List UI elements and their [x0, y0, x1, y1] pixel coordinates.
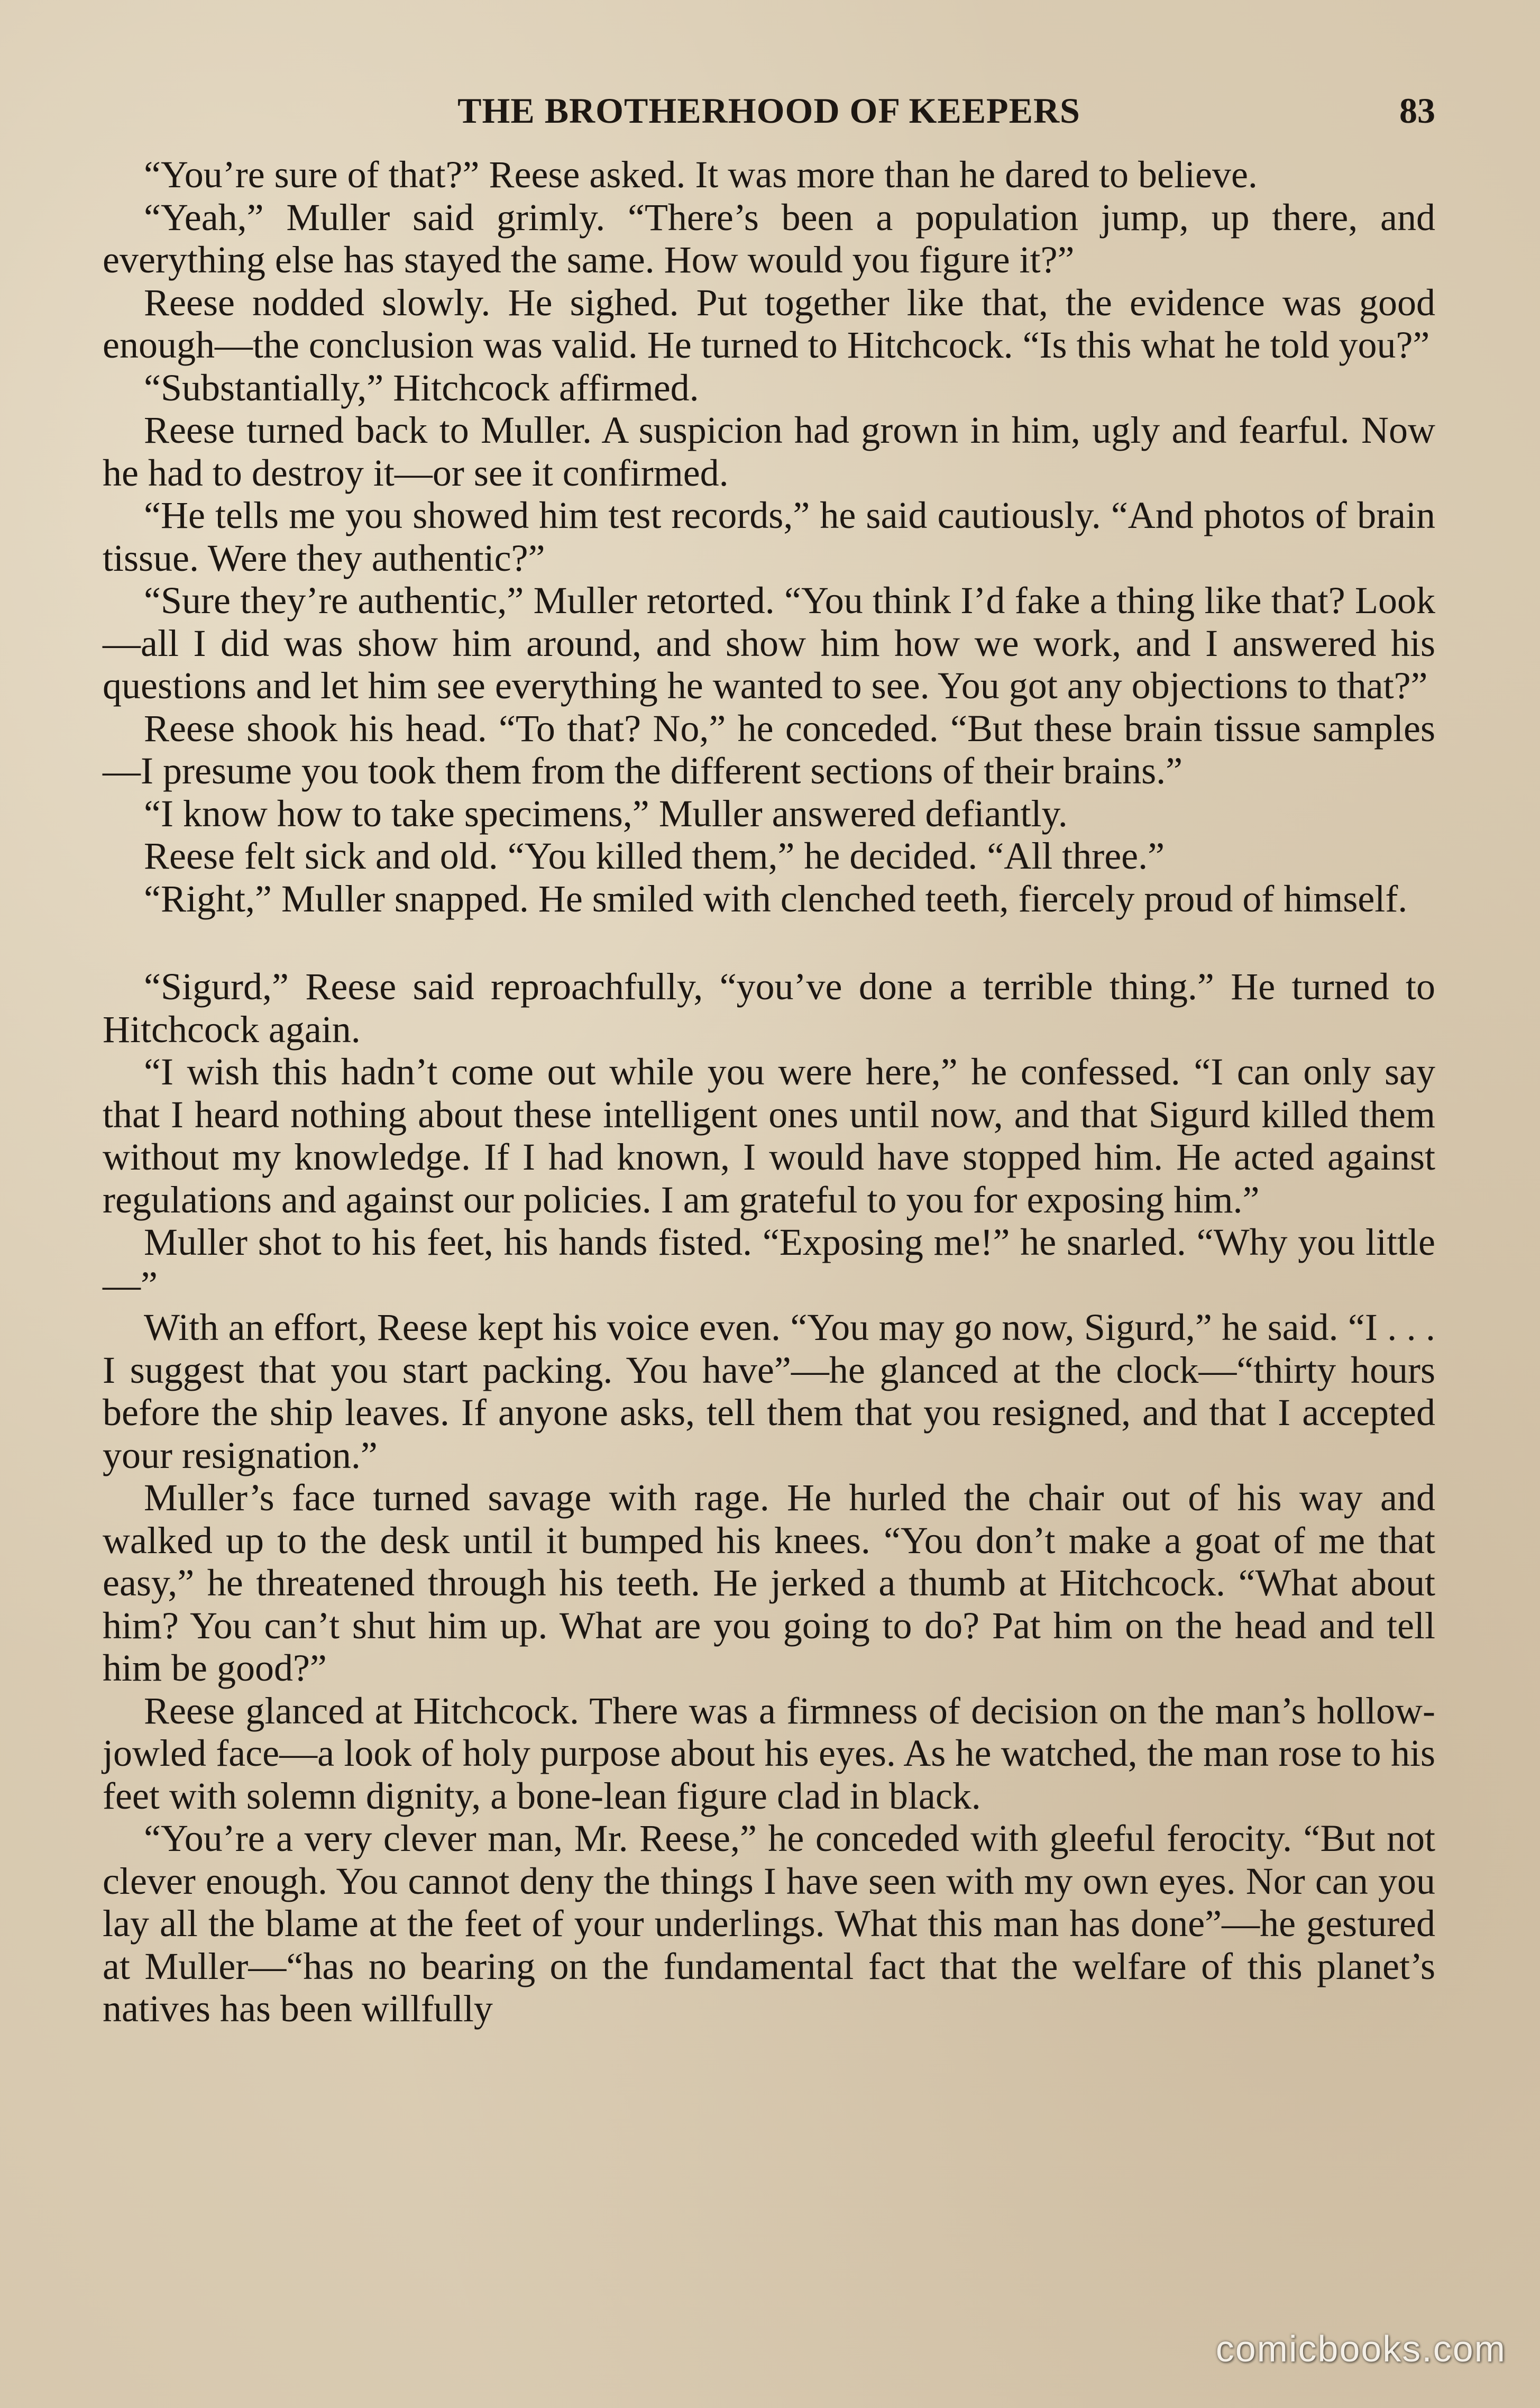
watermark: comicbooks.com [1215, 2328, 1506, 2369]
paragraph: With an effort, Reese kept his voice even. “You may go now, Sigurd,” he said. “I . . . I suggest that you start packing. You have”—he glanced at the clock—“thirty hours before the ship leaves. If anyone asks, tell them that you resigned, and that I accepted your resignation.” [103, 1306, 1435, 1476]
paragraph: “Sure they’re authentic,” Muller retorted. “You think I’d fake a thing like that? Look—all I did was show him around, and show him how we work, and I answered his questions and let him see everything he wanted to see. You got any objections to that?” [103, 579, 1435, 707]
body-text [103, 153, 1435, 2030]
paragraph: “You’re sure of that?” Reese asked. It was more than he dared to believe. [144, 153, 1258, 196]
paragraph: Reese nodded slowly. He sighed. Put together like that, the evidence was good enough—the conclusion was valid. He turned to Hitchcock. “Is this what he told you?” [103, 281, 1435, 366]
paragraph: “Sigurd,” Reese said reproachfully, “you’ve done a terrible thing.” He turned to Hitchcock again. [103, 965, 1435, 1051]
paragraph: Reese turned back to Muller. A suspicion had grown in him, ugly and fearful. Now he had to destroy it—or see it confirmed. [103, 409, 1435, 494]
paragraph: Reese shook his head. “To that? No,” he conceded. “But these brain tissue samples—I presume you took them from the different sections of their brains.” [103, 707, 1435, 792]
page-number: 83 [1399, 90, 1435, 131]
paragraph: “He tells me you showed him test records,” he said cautiously. “And photos of brain tissue. Were they authentic?” [103, 494, 1435, 579]
page-header [103, 90, 1435, 143]
paragraph: “Substantially,” Hitchcock affirmed. [144, 366, 699, 409]
paragraph: “I know how to take specimens,” Muller answered defiantly. [144, 792, 1068, 835]
paragraph: “You’re a very clever man, Mr. Reese,” he conceded with gleeful ferocity. “But not clever enough. You cannot deny the things I have seen with my own eyes. Nor can you lay all the blame at the feet of your underlings. What this man has done”—he gestured at Muller—“has no bearing on the fundamental fact that the welfare of this planet’s natives has been willfully [103, 1817, 1435, 2030]
paragraph: Reese felt sick and old. “You killed them,” he decided. “All three.” [144, 835, 1165, 877]
paragraph: “Yeah,” Muller said grimly. “There’s been a population jump, up there, and everything else has stayed the same. How would you figure it?” [103, 196, 1435, 281]
running-head: THE BROTHERHOOD OF KEEPERS [457, 90, 1080, 131]
paragraph: Muller’s face turned savage with rage. He hurled the chair out of his way and walked up to the desk until it bumped his knees. “You don’t make a goat of me that easy,” he threatened through his teeth. He jerked a thumb at Hitchcock. “What about him? You can’t shut him up. What are you going to do? Pat him on the head and tell him be good?” [103, 1476, 1435, 1689]
paragraph: “Right,” Muller snapped. He smiled with clenched teeth, fiercely proud of himself. [144, 877, 1408, 920]
section-break [103, 920, 1435, 965]
paragraph: Muller shot to his feet, his hands fisted. “Exposing me!” he snarled. “Why you little—” [103, 1221, 1435, 1306]
paragraph: “I wish this hadn’t come out while you were here,” he confessed. “I can only say that I heard nothing about these intelligent ones until now, and that Sigurd killed them without my knowledge. If I had known, I would have stopped him. He acted against regulations and against our policies. I am grateful to you for exposing him.” [103, 1051, 1435, 1221]
paragraph: Reese glanced at Hitchcock. There was a firmness of decision on the man’s hollow-jowled face—a look of holy purpose about his eyes. As he watched, the man rose to his feet with solemn dignity, a bone-lean figure clad in black. [103, 1689, 1435, 1817]
